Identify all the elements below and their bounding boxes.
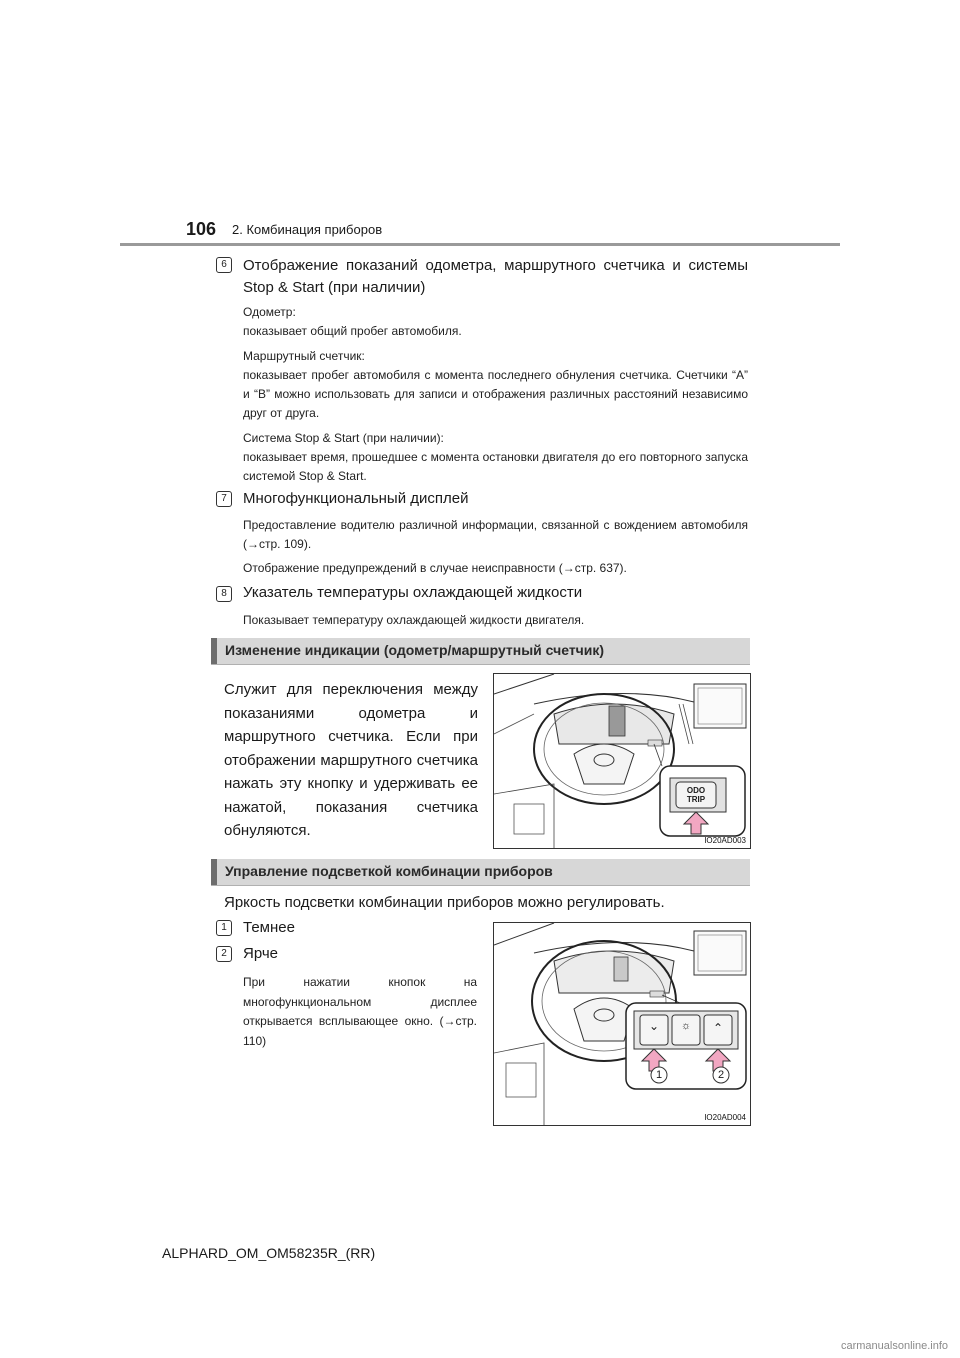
item-number-8: 8 xyxy=(216,586,232,602)
section-title-illumination: Управление подсветкой комбинации приборов xyxy=(225,863,553,879)
section-heading-illumination xyxy=(211,859,750,886)
item-number-6: 6 xyxy=(216,257,232,273)
callout-2: 2 xyxy=(717,1069,725,1081)
illumination-note: При нажатии кнопок на многофункциональном дисплее открывается всплывающее окно. (→стр. 110) xyxy=(243,975,477,1048)
header-divider xyxy=(120,243,840,246)
trip-label: TRIP xyxy=(686,795,706,804)
odo-trip-figure xyxy=(493,673,751,849)
watermark: carmanualsonline.info xyxy=(840,1340,948,1352)
item-number-7: 7 xyxy=(216,491,232,507)
item-8-text: Показывает температуру охлаждающей жидкости двигателя. xyxy=(243,613,585,627)
item-8-title: Указатель температуры охлаждающей жидкости xyxy=(243,584,583,601)
section-heading-odo-trip xyxy=(211,638,750,665)
illumination-intro: Яркость подсветки комбинации приборов можно регулировать. xyxy=(224,894,665,911)
item-6-title: Отображение показаний одометра, маршрутного счетчика и системы Stop & Start (при наличии) xyxy=(243,257,748,296)
odo-label: ODO xyxy=(686,786,706,795)
illumination-icon: ☼ xyxy=(680,1020,692,1032)
item-number-1: 1 xyxy=(216,920,232,936)
section-header: 2. Комбинация приборов xyxy=(232,222,383,237)
section-marker xyxy=(211,638,217,664)
chevron-down-icon: ⌄ xyxy=(648,1019,660,1033)
chevron-up-icon: ⌃ xyxy=(712,1021,724,1035)
item-6-odometer-text: Одометр: показывает общий пробег автомобиля. xyxy=(243,305,462,338)
item-7-text-2: Отображение предупреждений в случае неисправности (→стр. 637). xyxy=(243,561,627,575)
darker-label: Темнее xyxy=(243,919,295,936)
figure-code: IO20AD004 xyxy=(704,1113,746,1122)
item-6-stopstart-text: Система Stop & Start (при наличии): показывает время, прошедшее с момента остановки двигателя до его повторного запуска системой Stop & Start. xyxy=(243,431,748,483)
page-number: 106 xyxy=(186,219,217,239)
section-marker xyxy=(211,859,217,885)
item-7-title: Многофункциональный дисплей xyxy=(243,490,469,507)
figure-code: IO20AD003 xyxy=(704,836,746,845)
dashboard-illustration-odo xyxy=(494,674,750,848)
item-6-trip-text: Маршрутный счетчик: показывает пробег автомобиля с момента последнего обнуления счетчика. Счетчики “A” и “B” можно использовать для записи и отображения различных расстояний независимо друг от друга. xyxy=(243,349,748,420)
odo-trip-description: Служит для переключения между показаниями одометра и маршрутного счетчика. Если при отображении маршрутного счетчика нажать эту кнопку и удерживать ее нажатой, показания счетчика обнуляются. xyxy=(224,681,478,839)
odo-trip-button xyxy=(683,786,709,804)
illumination-figure xyxy=(493,922,751,1126)
brighter-label: Ярче xyxy=(243,945,279,962)
document-footer: ALPHARD_OM_OM58235R_(RR) xyxy=(162,1245,376,1261)
item-number-2: 2 xyxy=(216,946,232,962)
section-title-odo-trip: Изменение индикации (одометр/маршрутный счетчик) xyxy=(225,642,605,658)
item-7-text-1: Предоставление водителю различной информации, связанной с вождением автомобиля (→стр. 109). xyxy=(243,518,748,551)
callout-1: 1 xyxy=(655,1069,663,1081)
